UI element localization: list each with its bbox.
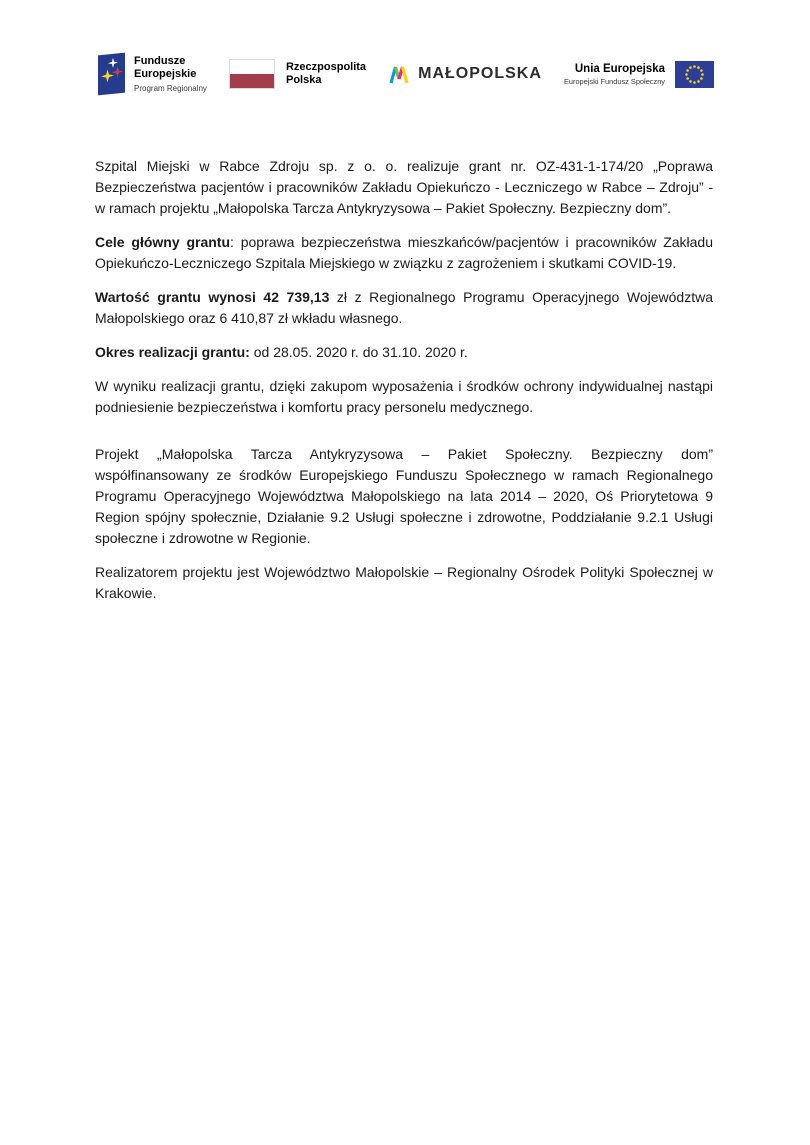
paragraph-grant-result (95, 376, 713, 418)
logo-strip (98, 47, 714, 101)
paragraph-project-realizator (95, 562, 713, 604)
fe-logo-subtitle: Program Regionalny (134, 83, 207, 93)
fe-logo-title-line2: Europejskie (134, 68, 197, 80)
eu-logo-title: Unia Europejska (574, 62, 665, 75)
logo-malopolska (388, 64, 542, 84)
paragraph-text: zł z Regionalnego Programu Operacyjnego Województwa Małopolskiego oraz 6 410,87 zł wkładu własnego. (95, 289, 713, 326)
paragraph-bold-lead: Okres realizacji grantu: (95, 344, 250, 360)
poland-flag-icon (229, 59, 275, 89)
paragraph-bold-lead: Cele główny grantu (95, 234, 231, 250)
logo-unia-europejska (564, 61, 714, 88)
eu-logo-subtitle: Europejski Fundusz Społeczny (563, 76, 665, 86)
paragraph-text: : poprawa bezpieczeństwa mieszkańców/pacjentów i pracowników Zakładu Opiekuńczo-Leczniczego Szpitala Miejskiego w związku z zagrożeniem i skutkami COVID-19. (95, 234, 714, 271)
fe-flag-icon (98, 53, 125, 96)
logo-rzeczpospolita-polska (229, 59, 366, 89)
malopolska-m-icon (388, 64, 410, 84)
paragraph-bold-lead: Wartość grantu wynosi 42 739,13 (95, 289, 330, 305)
paragraph-project-financing (95, 444, 713, 549)
paragraph-text: Szpital Miejski w Rabce Zdroju sp. z o. o. realizuje grant nr. OZ-431-1-174/20 „Poprawa Bezpieczeństwa pacjentów i pracowników Zakładu Opiekuńczo - Leczniczego w Rabce – Zdroju” - w ramach projektu „Małopolska Tarcza Antykryzysowa – Pakiet Społeczny. Bezpieczny dom”. (95, 158, 713, 216)
paragraph-text: od 28.05. 2020 r. do 31.10. 2020 r. (249, 344, 468, 360)
fe-star-yellow-icon (101, 69, 114, 83)
paragraph-grant-intro (95, 156, 713, 219)
paragraph-text: Projekt „Małopolska Tarcza Antykryzysowa – Pakiet Społeczny. Bezpieczny dom” współfinansowany ze środków Europejskiego Funduszu Społecznego w ramach Regionalnego Programu Operacyjnego Województwa Małopolskiego na lata 2014 – 2020, Oś Priorytetowa 9 Region spójny społecznie, Działanie 9.2 Usługi społeczne i zdrowotne, Poddziałanie 9.2.1 Usługi społeczne i zdrowotne w Regionie. (95, 446, 713, 546)
eu-flag-icon (675, 61, 714, 88)
logo-fundusze-europejskie (98, 54, 207, 94)
pl-logo-title-line1: Rzeczpospolita (285, 61, 367, 74)
fe-logo-title-line1: Fundusze (134, 55, 186, 68)
pl-logo-title-line2: Polska (285, 74, 322, 86)
paragraph-grant-value (95, 287, 713, 329)
paragraph-text: Realizatorem projektu jest Województwo Małopolskie – Regionalny Ośrodek Polityki Społecznej w Krakowie. (95, 564, 713, 601)
fe-star-red-icon (112, 66, 123, 78)
pl-logo-title (286, 61, 366, 87)
fe-logo-title (134, 55, 207, 81)
paragraph-grant-goal (95, 232, 713, 274)
document-body (95, 156, 713, 617)
mp-logo-title: MAŁOPOLSKA (418, 65, 542, 82)
paragraph-text: W wyniku realizacji grantu, dzięki zakupom wyposażenia i środków ochrony indywidualnej nastąpi podniesienie bezpieczeństwa i komfortu pracy personelu medycznego. (95, 378, 713, 415)
paragraph-grant-period (95, 342, 713, 363)
fe-star-white-icon (108, 57, 118, 68)
